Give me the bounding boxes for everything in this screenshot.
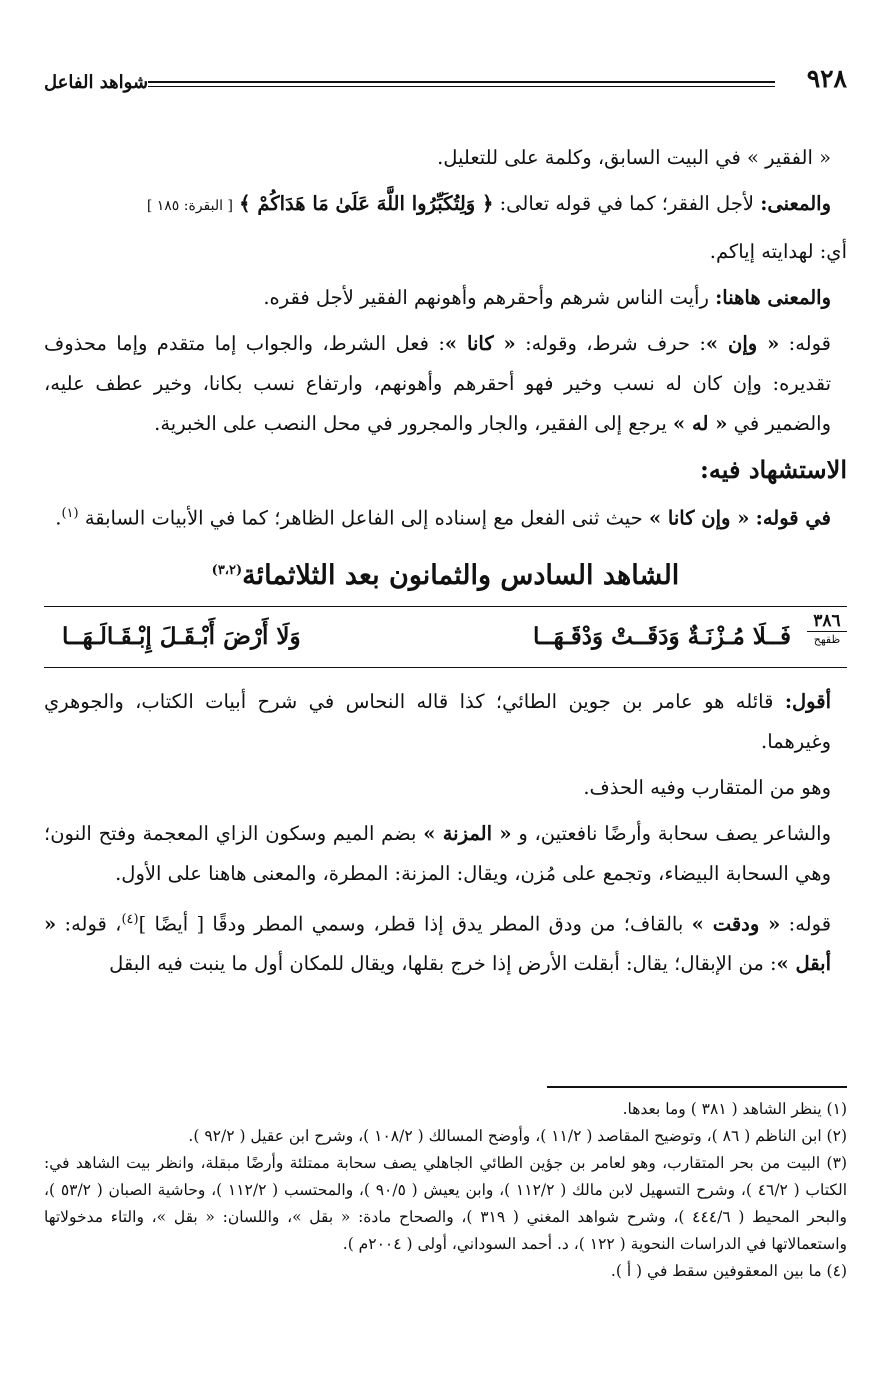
paragraph-text: أي: لهدايته إياكم. (709, 240, 847, 263)
paragraph: في قوله: « وإن كانا » حيث ثنى الفعل مع إسناده إلى الفاعل الظاهر؛ كما في الأبيات السابقة $^{(١)}$. (55, 506, 831, 530)
header-rule (148, 81, 775, 83)
verse-hemistich-second: وَلَا أَرْضَ أَبْـقَـلَ إِبْـقَـالَـهَــا (62, 622, 301, 650)
page-number: ٩٢٨ (806, 64, 847, 93)
footnote: (٢) ابن الناظم ( ٨٦ )، وتوضيح المقاصد ( ١١/٢ )، وأوضح المسالك ( ١٠٨/٢ )، وشرح ابن عقيل ( ٩٢/٢ ). (188, 1127, 847, 1145)
label: والمعنى هاهنا: (715, 286, 831, 309)
paragraph (44, 138, 847, 178)
footnote: (٤) ما بين المعقوفين سقط في ( أ ). (610, 1262, 847, 1280)
quoted-word: « المزنة » (423, 821, 512, 845)
label: أقول: (784, 689, 831, 713)
paragraph-text: « الفقير » في البيت السابق، وكلمة على للتعليل. (437, 146, 831, 169)
paragraph (44, 682, 847, 762)
verse-box (44, 606, 847, 668)
quoted-word: « وإن كانا » (648, 506, 750, 530)
paragraph-text: لأجل الفقر؛ كما في قوله تعالى: (499, 192, 754, 215)
paragraph (44, 324, 847, 444)
paragraph-text: رأيت الناس شرهم وأحقرهم وأهونهم الفقير لأجل فقره. (263, 286, 709, 309)
text: يرجع إلى الفقير، والجار والمجرور في محل النصب على الخبرية. (154, 412, 667, 435)
text: : فعل الشرط، والجواب إما متقدم وإما محذوف تقديره: وإن كان له نسب وخير فهو أحقرهم وأهونهم، وارتفاع نسب بكانا، وخير عطف عليه، والضمير في (44, 332, 831, 435)
paragraph (44, 768, 847, 808)
paragraph-text: وهو من المتقارب وفيه الحذف. (583, 775, 831, 799)
footnotes (44, 1096, 847, 1285)
main-title-text: الشاهد السادس والثمانون بعد الثلاثمائة (242, 559, 680, 591)
text: بالقاف؛ من ودق المطر يدق إذا قطر، وسمي المطر ودقًا [ أيضًا ] (138, 912, 684, 935)
footnote: (٣) البيت من بحر المتقارب، وهو لعامر بن جؤين الطائي الجاهلي يصف سحابة ممتلئة وأرضًا مبقلة، وانظر بيت الشاهد في: الكتاب ( ٤٦/٢ )، وشرح التسهيل لابن مالك ( ١١٢/٢ )، وابن يعيش ( ٩٠/٥ )، والمحتسب ( ١١٢/٢ )، وحاشية الصبان ( ٥٣/٢ )، والبحر المحيط ( ٤٤٤/٦ )، وشرح شواهد المغني ( ٣١٩ )، والصحاح مادة: « بقل »، واللسان: « بقل »، والتاء مدخولاتها واستعمالاتها في الدراسات النحوية ( ١٢٢ )، د. أحمد السوداني، أولى ( ٢٠٠٤م ). (44, 1154, 848, 1253)
section-heading: الاستشهاد فيه: (700, 455, 847, 484)
text: : حرف شرط، وقوله: (525, 332, 706, 355)
main-title (44, 549, 847, 598)
label: في قوله: (755, 506, 831, 530)
body-text (44, 138, 847, 984)
quoted-word: « أبقل » (44, 912, 831, 975)
quoted-word: « ودقت » (691, 912, 781, 935)
footnote-separator (547, 1086, 847, 1088)
quoted-word: « كانا » (444, 332, 516, 355)
paragraph (44, 814, 847, 894)
text: والشاعر يصف سحابة وأرضًا نافعتين، و (518, 821, 832, 845)
paragraph (44, 900, 847, 985)
verse-meter-code: ظقهح (813, 632, 841, 646)
text: : من الإبقال؛ يقال: أبقلت الأرض إذا خرج بقلها، ويقال للمكان أول ما ينبت فيه البقل (109, 952, 777, 975)
footnote: (١) ينظر الشاهد ( ٣٨١ ) وما بعدها. (622, 1100, 847, 1118)
footnote-marker: (١) (61, 506, 79, 521)
paragraph-text: قائله هو عامر بن جوين الطائي؛ كذا قاله النحاس في شرح أبيات الكتاب، والجوهري وغيرهما. (44, 689, 831, 753)
footnote-marker: (٣،٢) (211, 562, 243, 578)
page (44, 60, 848, 1280)
paragraph (44, 232, 847, 272)
text: بضم الميم وسكون الزاي المعجمة وفتح النون؛ وهي السحابة البيضاء، وتجمع على مُزن، ويقال: المزنة: المطرة، والمعنى هاهنا على الأول. (44, 821, 831, 885)
page-header (44, 60, 847, 100)
verse-number: ٣٨٦ (807, 611, 847, 632)
paragraph (44, 278, 847, 318)
quoted-word: « وإن » (705, 332, 780, 355)
text: ، قوله: (64, 912, 122, 935)
verse-hemistich-first: فَــلَا مُـزْنَـةٌ وَدَقَــتْ وَدْقَـهَــا (532, 622, 791, 650)
paragraph (44, 184, 847, 226)
running-title: شواهد الفاعل (44, 72, 149, 93)
quran-reference: [ البقرة: ١٨٥ ] (146, 198, 233, 214)
verse-number-block (807, 611, 847, 648)
header-rule-thin (148, 86, 775, 87)
footnote-marker: (٤) (121, 911, 139, 927)
text: حيث ثنى الفعل مع إسناده إلى الفاعل الظاهر؛ كما في الأبيات السابقة (84, 506, 643, 530)
label: والمعنى: (760, 192, 831, 215)
text: قوله: (788, 912, 832, 935)
text: قوله: (788, 332, 832, 355)
quran-verse: ﴿ وَلِتُكَبِّرُوا اللَّهَ عَلَىٰ مَا هَدَاكُمْ ﴾ (239, 192, 494, 215)
quoted-word: « له » (673, 412, 728, 435)
